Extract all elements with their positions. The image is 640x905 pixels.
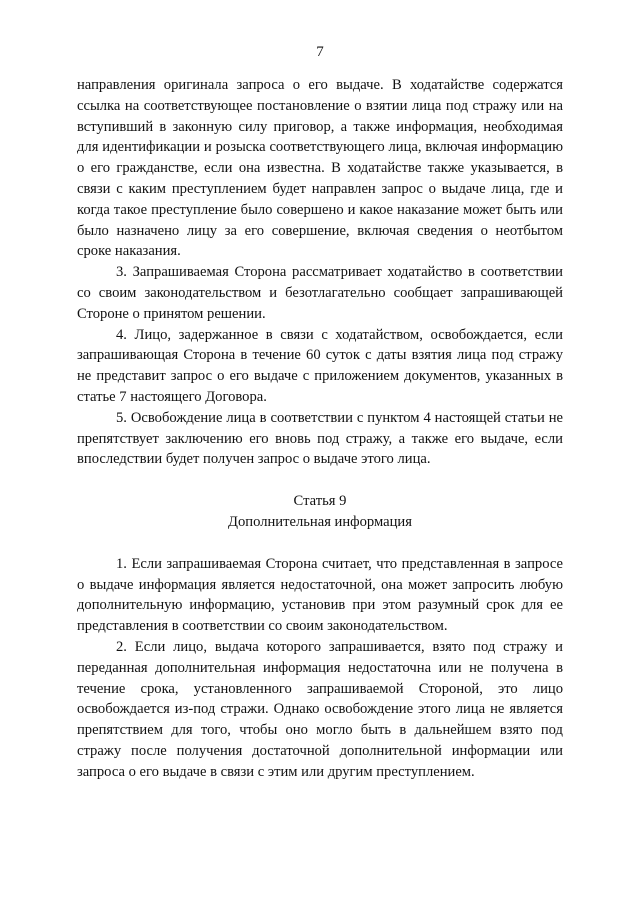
paragraph-article8-item-4: 4. Лицо, задержанное в связи с ходатайством, освобождается, если запрашивающая Сторона в течение 60 суток с даты взятия лица под стражу не представит запрос о его выдаче с приложением документов, указанных в статье 7 настоящего Договора. [77,326,563,405]
article-heading [77,491,563,533]
page-number: 7 [316,44,324,60]
paragraph-article9-item-1: 1. Если запрашиваемая Сторона считает, что представленная в запросе о выдаче информация является недостаточной, она может запросить любую дополнительную информацию, установив при этом разумный срок для ее представления в соответствии со своим законодательством. [77,555,563,635]
article-number: Статья 9 [293,493,347,510]
paragraph-article9-item-2: 2. Если лицо, выдача которого запрашивается, взято под стражу и переданная дополнительная информация недостаточна или не получена в течение срока, установленного запрашиваемой Стороной, это лицо освобождается из-под стражи. Однако освобождение этого лица не является препятствием для того, чтобы оно могло быть в дальнейшем взято под стражу после получения достаточной дополнительной информации или запроса о его выдаче в связи с этим или другим преступлением. [77,638,563,780]
article-title: Дополнительная информация [228,513,412,530]
paragraph-continuation: направления оригинала запроса о его выдаче. В ходатайстве содержатся ссылка на соответствующее постановление о взятии лица под стражу или на вступивший в законную силу приговор, а также информация, необходимая для идентификации и розыска соответствующего лица, включая информацию о его гражданстве, если она известна. В ходатайстве также указывается, в связи с каким преступлением будет направлен запрос о выдаче лица, где и когда такое преступление было совершено и какое наказание может быть или было назначено лицу за его совершение, включая сведения о неотбытом сроке наказания. [77,77,563,260]
paragraph-article8-item-3: 3. Запрашиваемая Сторона рассматривает ходатайство в соответствии со своим законодательством и безотлагательно сообщает запрашивающей Стороне о принятом решении. [77,264,563,322]
document-body [77,75,563,783]
paragraph-article8-item-5: 5. Освобождение лица в соответствии с пунктом 4 настоящей статьи не препятствует заключению его вновь под стражу, а также его выдаче, если впоследствии будет получен запрос о выдаче этого лица. [77,409,563,468]
